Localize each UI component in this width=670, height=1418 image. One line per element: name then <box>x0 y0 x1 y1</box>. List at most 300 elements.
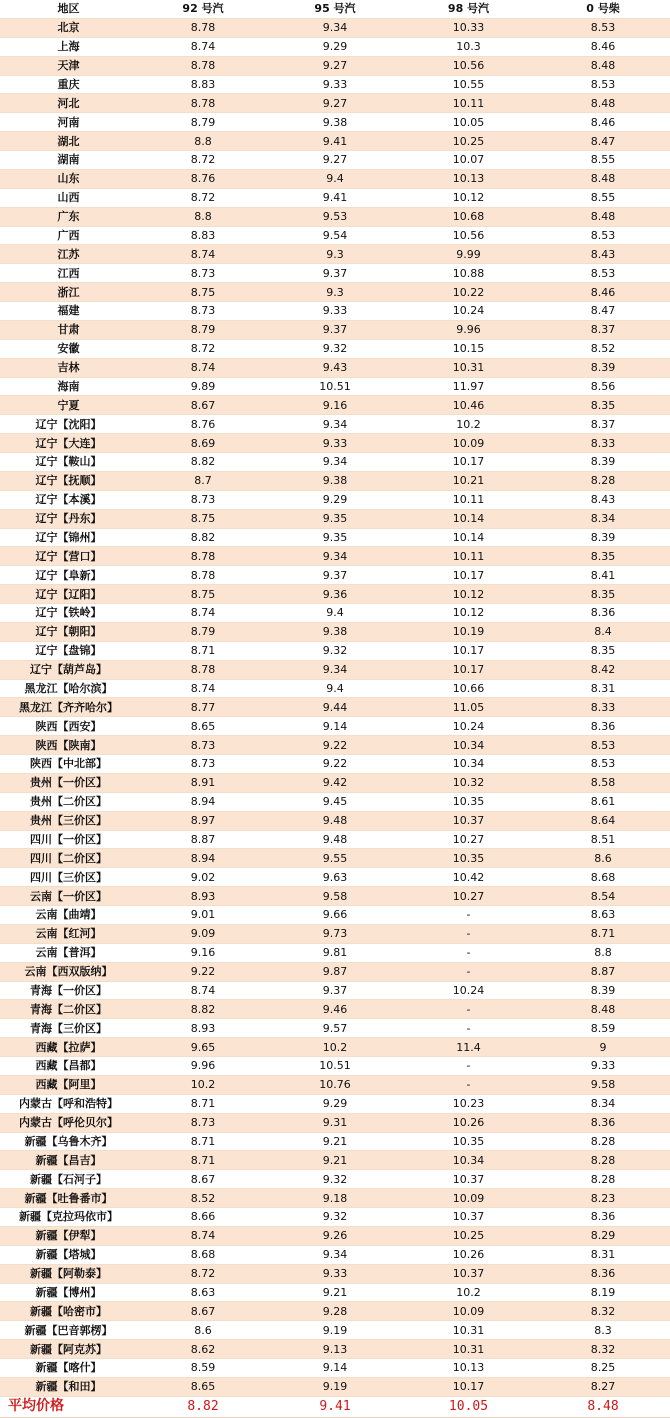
cell-region: 山西 <box>0 188 137 207</box>
cell-92-gasoline: 8.76 <box>137 169 269 188</box>
cell-95-gasoline: 9.45 <box>269 792 401 811</box>
cell-92-gasoline: 8.73 <box>137 264 269 283</box>
cell-region: 青海【三价区】 <box>0 1019 137 1038</box>
cell-95-gasoline: 9.58 <box>269 887 401 906</box>
cell-0-diesel: 8.41 <box>536 566 670 585</box>
table-row <box>0 245 670 264</box>
cell-95-gasoline: 9.41 <box>269 188 401 207</box>
cell-92-gasoline: 8.66 <box>137 1208 269 1227</box>
cell-95-gasoline: 9.38 <box>269 622 401 641</box>
cell-region: 海南 <box>0 377 137 396</box>
cell-region: 新疆【喀什】 <box>0 1359 137 1378</box>
cell-98-gasoline: 10.11 <box>401 547 536 566</box>
cell-92-gasoline: 8.78 <box>137 18 269 37</box>
cell-95-gasoline: 9.46 <box>269 1000 401 1019</box>
table-row <box>0 962 670 981</box>
cell-0-diesel: 8.36 <box>536 1264 670 1283</box>
cell-98-gasoline: - <box>401 924 536 943</box>
cell-95-gasoline: 9.21 <box>269 1132 401 1151</box>
cell-92-gasoline: 9.09 <box>137 924 269 943</box>
cell-92-gasoline: 8.74 <box>137 245 269 264</box>
table-row <box>0 811 670 830</box>
cell-95-gasoline: 9.26 <box>269 1226 401 1245</box>
table-row <box>0 604 670 623</box>
table-row <box>0 188 670 207</box>
cell-0-diesel: 8.53 <box>536 18 670 37</box>
cell-98-gasoline: 10.31 <box>401 358 536 377</box>
table-row <box>0 169 670 188</box>
cell-region: 广东 <box>0 207 137 226</box>
table-row <box>0 490 670 509</box>
table-row <box>0 132 670 151</box>
table-row <box>0 56 670 75</box>
cell-0-diesel: 8.61 <box>536 792 670 811</box>
cell-92-gasoline: 8.8 <box>137 132 269 151</box>
column-header-92-gasoline: 92 号汽 <box>137 0 269 18</box>
cell-95-gasoline: 9.18 <box>269 1189 401 1208</box>
cell-98-gasoline: 10.55 <box>401 75 536 94</box>
cell-98-gasoline: 10.11 <box>401 94 536 113</box>
table-row <box>0 1189 670 1208</box>
cell-0-diesel: 8.63 <box>536 906 670 925</box>
cell-98-gasoline: - <box>401 962 536 981</box>
cell-0-diesel: 8.53 <box>536 755 670 774</box>
cell-98-gasoline: 10.23 <box>401 1094 536 1113</box>
cell-98-gasoline: 10.25 <box>401 1226 536 1245</box>
cell-95-gasoline: 9.37 <box>269 264 401 283</box>
cell-region: 重庆 <box>0 75 137 94</box>
cell-95-gasoline: 9.35 <box>269 509 401 528</box>
cell-98-gasoline: 10.11 <box>401 490 536 509</box>
cell-98-gasoline: 10.33 <box>401 18 536 37</box>
cell-98-gasoline: 10.26 <box>401 1113 536 1132</box>
cell-98-gasoline: 10.35 <box>401 1132 536 1151</box>
table-row <box>0 18 670 37</box>
cell-0-diesel: 8.53 <box>536 264 670 283</box>
column-header-region: 地区 <box>0 0 137 18</box>
average-95-gasoline: 9.41 <box>269 1396 401 1417</box>
cell-region: 吉林 <box>0 358 137 377</box>
cell-98-gasoline: 10.35 <box>401 792 536 811</box>
table-row <box>0 622 670 641</box>
cell-region: 新疆【昌吉】 <box>0 1151 137 1170</box>
cell-0-diesel: 8.55 <box>536 151 670 170</box>
table-row <box>0 264 670 283</box>
cell-92-gasoline: 8.72 <box>137 1264 269 1283</box>
cell-0-diesel: 8.31 <box>536 1245 670 1264</box>
cell-92-gasoline: 8.67 <box>137 1302 269 1321</box>
cell-92-gasoline: 8.67 <box>137 1170 269 1189</box>
cell-region: 福建 <box>0 302 137 321</box>
cell-region: 辽宁【抚顺】 <box>0 471 137 490</box>
cell-region: 新疆【和田】 <box>0 1377 137 1396</box>
table-row <box>0 547 670 566</box>
cell-region: 辽宁【朝阳】 <box>0 622 137 641</box>
cell-95-gasoline: 9.31 <box>269 1113 401 1132</box>
cell-98-gasoline: 10.66 <box>401 679 536 698</box>
table-row <box>0 1113 670 1132</box>
table-row <box>0 887 670 906</box>
cell-92-gasoline: 8.79 <box>137 113 269 132</box>
cell-95-gasoline: 9.33 <box>269 302 401 321</box>
cell-95-gasoline: 10.51 <box>269 377 401 396</box>
cell-0-diesel: 8.39 <box>536 453 670 472</box>
table-row <box>0 37 670 56</box>
cell-0-diesel: 9 <box>536 1038 670 1057</box>
cell-0-diesel: 8.64 <box>536 811 670 830</box>
cell-92-gasoline: 8.72 <box>137 151 269 170</box>
cell-0-diesel: 8.87 <box>536 962 670 981</box>
cell-98-gasoline: 10.31 <box>401 1340 536 1359</box>
cell-95-gasoline: 9.14 <box>269 1359 401 1378</box>
cell-92-gasoline: 8.63 <box>137 1283 269 1302</box>
cell-95-gasoline: 9.4 <box>269 604 401 623</box>
cell-98-gasoline: 10.05 <box>401 113 536 132</box>
cell-95-gasoline: 9.27 <box>269 151 401 170</box>
average-0-diesel: 8.48 <box>536 1396 670 1417</box>
cell-95-gasoline: 9.16 <box>269 396 401 415</box>
table-row <box>0 471 670 490</box>
cell-region: 四川【三价区】 <box>0 868 137 887</box>
cell-0-diesel: 8.47 <box>536 302 670 321</box>
table-row <box>0 943 670 962</box>
table-row <box>0 528 670 547</box>
cell-region: 西藏【阿里】 <box>0 1075 137 1094</box>
cell-92-gasoline: 8.83 <box>137 75 269 94</box>
cell-98-gasoline: 10.07 <box>401 151 536 170</box>
cell-0-diesel: 8.56 <box>536 377 670 396</box>
table-row <box>0 1340 670 1359</box>
cell-92-gasoline: 8.7 <box>137 471 269 490</box>
cell-98-gasoline: 10.27 <box>401 830 536 849</box>
cell-0-diesel: 8.35 <box>536 641 670 660</box>
cell-0-diesel: 8.36 <box>536 717 670 736</box>
cell-0-diesel: 8.4 <box>536 622 670 641</box>
cell-region: 浙江 <box>0 283 137 302</box>
cell-98-gasoline: 10.2 <box>401 1283 536 1302</box>
table-row <box>0 660 670 679</box>
cell-0-diesel: 8.37 <box>536 415 670 434</box>
table-row <box>0 1283 670 1302</box>
cell-region: 内蒙古【呼伦贝尔】 <box>0 1113 137 1132</box>
cell-0-diesel: 8.39 <box>536 528 670 547</box>
cell-region: 陕西【陕南】 <box>0 736 137 755</box>
cell-region: 四川【一价区】 <box>0 830 137 849</box>
cell-95-gasoline: 9.33 <box>269 75 401 94</box>
cell-92-gasoline: 8.69 <box>137 434 269 453</box>
table-row <box>0 358 670 377</box>
cell-98-gasoline: - <box>401 906 536 925</box>
cell-region: 辽宁【阜新】 <box>0 566 137 585</box>
cell-95-gasoline: 9.38 <box>269 471 401 490</box>
cell-0-diesel: 8.32 <box>536 1340 670 1359</box>
cell-95-gasoline: 9.43 <box>269 358 401 377</box>
cell-region: 甘肃 <box>0 320 137 339</box>
cell-region: 广西 <box>0 226 137 245</box>
cell-0-diesel: 8.23 <box>536 1189 670 1208</box>
cell-0-diesel: 9.58 <box>536 1075 670 1094</box>
cell-0-diesel: 8.51 <box>536 830 670 849</box>
cell-92-gasoline: 8.71 <box>137 1094 269 1113</box>
table-row <box>0 717 670 736</box>
cell-0-diesel: 8.36 <box>536 604 670 623</box>
cell-98-gasoline: 10.35 <box>401 849 536 868</box>
cell-0-diesel: 8.29 <box>536 1226 670 1245</box>
cell-95-gasoline: 9.44 <box>269 698 401 717</box>
cell-region: 贵州【二价区】 <box>0 792 137 811</box>
table-row <box>0 151 670 170</box>
cell-95-gasoline: 9.4 <box>269 169 401 188</box>
table-row <box>0 1132 670 1151</box>
cell-0-diesel: 8.43 <box>536 490 670 509</box>
table-row <box>0 207 670 226</box>
cell-92-gasoline: 9.01 <box>137 906 269 925</box>
cell-region: 云南【一价区】 <box>0 887 137 906</box>
table-row <box>0 283 670 302</box>
cell-0-diesel: 8.32 <box>536 1302 670 1321</box>
cell-98-gasoline: 10.09 <box>401 434 536 453</box>
cell-98-gasoline: 10.2 <box>401 415 536 434</box>
cell-0-diesel: 8.33 <box>536 698 670 717</box>
cell-98-gasoline: 10.17 <box>401 566 536 585</box>
table-row <box>0 377 670 396</box>
cell-95-gasoline: 9.81 <box>269 943 401 962</box>
cell-92-gasoline: 10.2 <box>137 1075 269 1094</box>
cell-0-diesel: 8.53 <box>536 75 670 94</box>
cell-region: 云南【西双版纳】 <box>0 962 137 981</box>
cell-region: 云南【红河】 <box>0 924 137 943</box>
cell-95-gasoline: 9.3 <box>269 245 401 264</box>
cell-92-gasoline: 8.74 <box>137 358 269 377</box>
table-row <box>0 1170 670 1189</box>
cell-98-gasoline: 10.42 <box>401 868 536 887</box>
cell-92-gasoline: 8.83 <box>137 226 269 245</box>
cell-0-diesel: 8.35 <box>536 396 670 415</box>
cell-92-gasoline: 8.73 <box>137 1113 269 1132</box>
cell-95-gasoline: 9.27 <box>269 94 401 113</box>
cell-region: 四川【二价区】 <box>0 849 137 868</box>
cell-0-diesel: 8.42 <box>536 660 670 679</box>
cell-92-gasoline: 9.22 <box>137 962 269 981</box>
table-row <box>0 698 670 717</box>
cell-region: 辽宁【铁岭】 <box>0 604 137 623</box>
cell-92-gasoline: 8.75 <box>137 283 269 302</box>
cell-92-gasoline: 8.73 <box>137 490 269 509</box>
cell-region: 河北 <box>0 94 137 113</box>
cell-98-gasoline: - <box>401 1075 536 1094</box>
cell-0-diesel: 8.46 <box>536 113 670 132</box>
cell-92-gasoline: 8.67 <box>137 396 269 415</box>
cell-0-diesel: 8.35 <box>536 547 670 566</box>
cell-98-gasoline: 10.68 <box>401 207 536 226</box>
cell-98-gasoline: - <box>401 1019 536 1038</box>
cell-95-gasoline: 9.3 <box>269 283 401 302</box>
table-row <box>0 75 670 94</box>
cell-95-gasoline: 9.13 <box>269 1340 401 1359</box>
table-row <box>0 434 670 453</box>
table-row <box>0 396 670 415</box>
cell-92-gasoline: 8.59 <box>137 1359 269 1378</box>
cell-98-gasoline: 10.32 <box>401 773 536 792</box>
cell-92-gasoline: 8.72 <box>137 339 269 358</box>
cell-98-gasoline: 11.4 <box>401 1038 536 1057</box>
cell-98-gasoline: 10.24 <box>401 302 536 321</box>
cell-92-gasoline: 8.77 <box>137 698 269 717</box>
cell-region: 上海 <box>0 37 137 56</box>
table-row <box>0 1321 670 1340</box>
cell-92-gasoline: 8.82 <box>137 528 269 547</box>
table-row <box>0 924 670 943</box>
cell-98-gasoline: 10.13 <box>401 169 536 188</box>
cell-95-gasoline: 9.19 <box>269 1321 401 1340</box>
cell-92-gasoline: 9.65 <box>137 1038 269 1057</box>
cell-95-gasoline: 9.66 <box>269 906 401 925</box>
column-header-0-diesel: 0 号柴 <box>536 0 670 18</box>
cell-0-diesel: 8.48 <box>536 1000 670 1019</box>
cell-0-diesel: 8.36 <box>536 1113 670 1132</box>
cell-92-gasoline: 9.89 <box>137 377 269 396</box>
cell-98-gasoline: 10.22 <box>401 283 536 302</box>
table-row <box>0 906 670 925</box>
cell-95-gasoline: 9.53 <box>269 207 401 226</box>
cell-95-gasoline: 9.41 <box>269 132 401 151</box>
cell-region: 湖北 <box>0 132 137 151</box>
cell-0-diesel: 8.34 <box>536 509 670 528</box>
table-row <box>0 1151 670 1170</box>
cell-92-gasoline: 8.74 <box>137 981 269 1000</box>
cell-region: 新疆【哈密市】 <box>0 1302 137 1321</box>
cell-95-gasoline: 10.51 <box>269 1057 401 1076</box>
cell-95-gasoline: 9.34 <box>269 453 401 472</box>
cell-95-gasoline: 9.32 <box>269 1170 401 1189</box>
cell-95-gasoline: 9.63 <box>269 868 401 887</box>
table-row <box>0 226 670 245</box>
cell-92-gasoline: 8.91 <box>137 773 269 792</box>
column-header-95-gasoline: 95 号汽 <box>269 0 401 18</box>
table-row <box>0 641 670 660</box>
cell-92-gasoline: 8.52 <box>137 1189 269 1208</box>
cell-0-diesel: 8.6 <box>536 849 670 868</box>
cell-95-gasoline: 9.21 <box>269 1283 401 1302</box>
cell-region: 新疆【巴音郭楞】 <box>0 1321 137 1340</box>
table-row <box>0 453 670 472</box>
cell-92-gasoline: 8.74 <box>137 1226 269 1245</box>
header-row <box>0 0 670 18</box>
cell-98-gasoline: 10.37 <box>401 1170 536 1189</box>
cell-98-gasoline: 10.88 <box>401 264 536 283</box>
cell-region: 辽宁【大连】 <box>0 434 137 453</box>
cell-0-diesel: 8.46 <box>536 283 670 302</box>
cell-92-gasoline: 8.75 <box>137 509 269 528</box>
cell-95-gasoline: 9.4 <box>269 679 401 698</box>
cell-95-gasoline: 9.29 <box>269 490 401 509</box>
cell-region: 内蒙古【呼和浩特】 <box>0 1094 137 1113</box>
cell-92-gasoline: 8.73 <box>137 736 269 755</box>
cell-98-gasoline: - <box>401 1000 536 1019</box>
cell-0-diesel: 8.28 <box>536 1170 670 1189</box>
cell-92-gasoline: 8.74 <box>137 679 269 698</box>
cell-region: 青海【二价区】 <box>0 1000 137 1019</box>
cell-98-gasoline: 10.56 <box>401 56 536 75</box>
cell-92-gasoline: 8.79 <box>137 622 269 641</box>
table-body <box>0 18 670 1396</box>
table-row <box>0 830 670 849</box>
cell-92-gasoline: 8.76 <box>137 415 269 434</box>
cell-95-gasoline: 9.29 <box>269 1094 401 1113</box>
cell-0-diesel: 8.34 <box>536 1094 670 1113</box>
cell-98-gasoline: 10.21 <box>401 471 536 490</box>
cell-98-gasoline: 10.12 <box>401 604 536 623</box>
cell-region: 贵州【三价区】 <box>0 811 137 830</box>
cell-95-gasoline: 9.38 <box>269 113 401 132</box>
cell-region: 天津 <box>0 56 137 75</box>
cell-region: 辽宁【沈阳】 <box>0 415 137 434</box>
cell-region: 新疆【石河子】 <box>0 1170 137 1189</box>
table-row <box>0 868 670 887</box>
cell-95-gasoline: 9.28 <box>269 1302 401 1321</box>
cell-region: 辽宁【辽阳】 <box>0 585 137 604</box>
cell-98-gasoline: 10.37 <box>401 1264 536 1283</box>
cell-92-gasoline: 9.96 <box>137 1057 269 1076</box>
cell-98-gasoline: 10.13 <box>401 1359 536 1378</box>
cell-98-gasoline: - <box>401 1057 536 1076</box>
cell-92-gasoline: 8.82 <box>137 1000 269 1019</box>
cell-region: 山东 <box>0 169 137 188</box>
cell-95-gasoline: 9.73 <box>269 924 401 943</box>
cell-0-diesel: 8.48 <box>536 56 670 75</box>
cell-region: 新疆【克拉玛依市】 <box>0 1208 137 1227</box>
cell-95-gasoline: 9.33 <box>269 434 401 453</box>
cell-0-diesel: 8.48 <box>536 207 670 226</box>
cell-98-gasoline: 10.3 <box>401 37 536 56</box>
cell-98-gasoline: 11.97 <box>401 377 536 396</box>
cell-95-gasoline: 9.87 <box>269 962 401 981</box>
cell-region: 贵州【一价区】 <box>0 773 137 792</box>
cell-95-gasoline: 9.19 <box>269 1377 401 1396</box>
cell-region: 辽宁【丹东】 <box>0 509 137 528</box>
cell-0-diesel: 8.27 <box>536 1377 670 1396</box>
cell-98-gasoline: 10.46 <box>401 396 536 415</box>
table-row <box>0 1226 670 1245</box>
cell-region: 辽宁【鞍山】 <box>0 453 137 472</box>
table-row <box>0 981 670 1000</box>
cell-region: 辽宁【营口】 <box>0 547 137 566</box>
cell-92-gasoline: 8.94 <box>137 849 269 868</box>
cell-0-diesel: 8.43 <box>536 245 670 264</box>
cell-region: 云南【普洱】 <box>0 943 137 962</box>
column-header-98-gasoline: 98 号汽 <box>401 0 536 18</box>
cell-0-diesel: 8.28 <box>536 471 670 490</box>
cell-95-gasoline: 9.34 <box>269 18 401 37</box>
cell-0-diesel: 8.31 <box>536 679 670 698</box>
cell-95-gasoline: 9.48 <box>269 830 401 849</box>
cell-98-gasoline: 10.17 <box>401 453 536 472</box>
cell-92-gasoline: 8.65 <box>137 1377 269 1396</box>
cell-95-gasoline: 10.76 <box>269 1075 401 1094</box>
cell-95-gasoline: 9.37 <box>269 320 401 339</box>
cell-0-diesel: 8.33 <box>536 434 670 453</box>
cell-92-gasoline: 8.78 <box>137 56 269 75</box>
cell-region: 黑龙江【齐齐哈尔】 <box>0 698 137 717</box>
table-row <box>0 320 670 339</box>
cell-98-gasoline: 10.26 <box>401 1245 536 1264</box>
cell-98-gasoline: 9.99 <box>401 245 536 264</box>
cell-0-diesel: 8.47 <box>536 132 670 151</box>
cell-92-gasoline: 8.75 <box>137 585 269 604</box>
cell-region: 西藏【昌都】 <box>0 1057 137 1076</box>
table-row <box>0 1057 670 1076</box>
table-row <box>0 849 670 868</box>
